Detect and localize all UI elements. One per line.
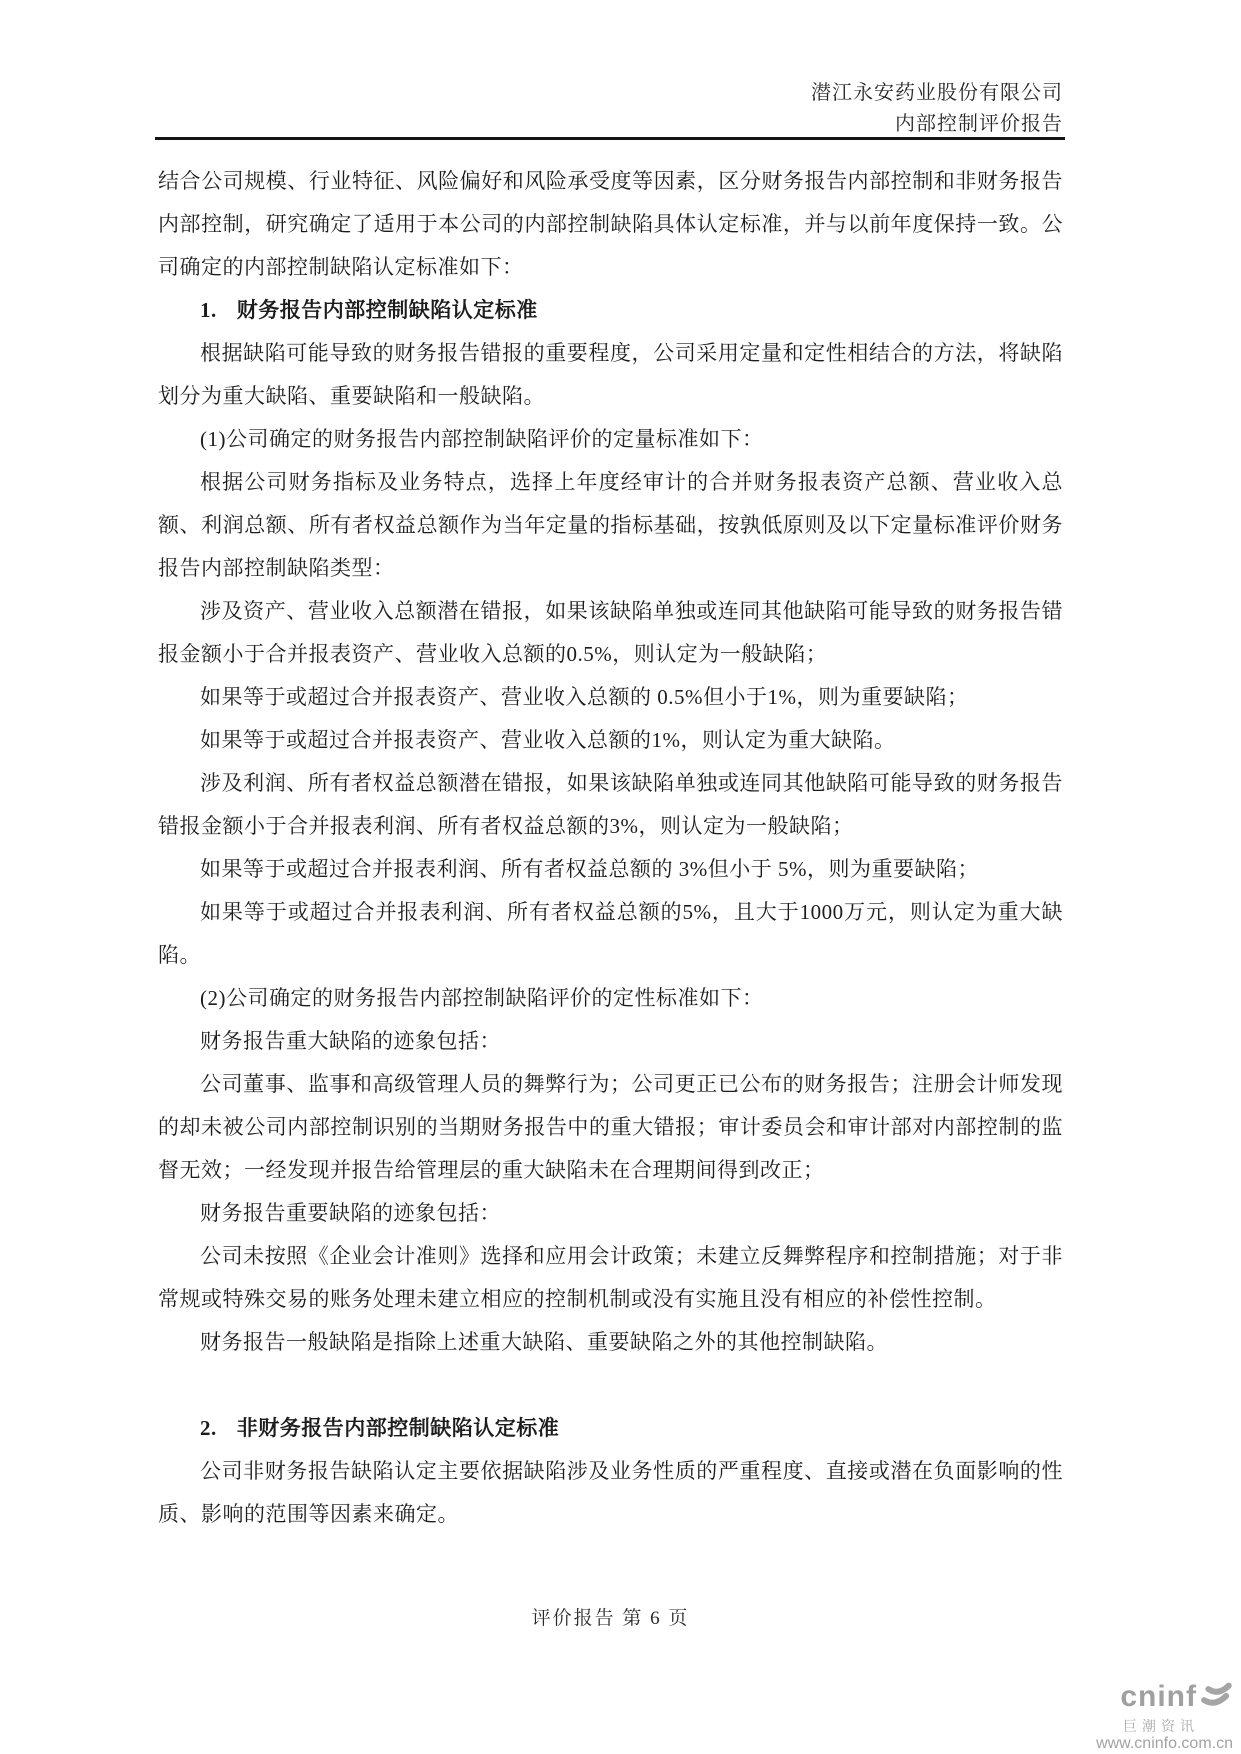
paragraph: 根据缺陷可能导致的财务报告错报的重要程度，公司采用定量和定性相结合的方法，将缺陷划分为重大缺陷、重要缺陷和一般缺陷。: [158, 341, 1063, 408]
paragraph: 涉及利润、所有者权益总额潜在错报，如果该缺陷单独或连同其他缺陷可能导致的财务报告错报金额小于合并报表利润、所有者权益总额的3%，则认定为一般缺陷；: [158, 771, 1063, 838]
cninfo-name-cn: 巨潮资讯: [1123, 1718, 1199, 1734]
cninfo-url: www.cninfo.com.cn: [1096, 1735, 1233, 1752]
paragraph: 根据公司财务指标及业务特点，选择上年度经审计的合并财务报表资产总额、营业收入总额、利润总额、所有者权益总额作为当年定量的指标基础，按孰低原则及以下定量标准评价财务报告内部控制缺陷类型：: [158, 470, 1063, 580]
cninfo-logo: [1096, 1678, 1233, 1752]
section-heading: [158, 289, 1063, 332]
paragraph: 如果等于或超过合并报表利润、所有者权益总额的5%，且大于1000万元，则认定为重大缺陷。: [158, 900, 1063, 967]
cninfo-swoosh-icon: [1199, 1678, 1233, 1716]
paragraph: (2)公司确定的财务报告内部控制缺陷评价的定性标准如下：: [200, 986, 764, 1010]
paragraph: 财务报告重大缺陷的迹象包括：: [200, 1029, 501, 1053]
heading-number: 1.: [200, 298, 217, 322]
header-report-title: 内部控制评价报告: [895, 113, 1063, 135]
header-company-name: 潜江永安药业股份有限公司: [811, 82, 1063, 104]
paragraph: 如果等于或超过合并报表利润、所有者权益总额的 3%但小于 5%，则为重要缺陷；: [200, 857, 979, 881]
cninfo-brand-text: cninf: [1120, 1680, 1197, 1713]
header-divider: [155, 137, 1065, 140]
document-body: [158, 160, 1063, 1536]
section-heading: [158, 1407, 1063, 1450]
page-footer: [158, 1603, 1063, 1635]
heading-number: 2.: [200, 1416, 217, 1440]
heading-title: 非财务报告内部控制缺陷认定标准: [236, 1416, 560, 1440]
heading-title: 财务报告内部控制缺陷认定标准: [236, 298, 538, 322]
paragraph: 公司未按照《企业会计准则》选择和应用会计政策；未建立反舞弊程序和控制措施；对于非常规或特殊交易的账务处理未建立相应的控制机制或没有实施且没有相应的补偿性控制。: [158, 1244, 1063, 1311]
paragraph: 涉及资产、营业收入总额潜在错报，如果该缺陷单独或连同其他缺陷可能导致的财务报告错报金额小于合并报表资产、营业收入总额的0.5%，则认定为一般缺陷；: [158, 599, 1063, 666]
paragraph: 财务报告一般缺陷是指除上述重大缺陷、重要缺陷之外的其他控制缺陷。: [200, 1330, 888, 1354]
page-header: [158, 78, 1063, 140]
paragraph: 如果等于或超过合并报表资产、营业收入总额的 0.5%但小于1%，则为重要缺陷；: [200, 685, 969, 709]
paragraph: (1)公司确定的财务报告内部控制缺陷评价的定量标准如下：: [200, 427, 764, 451]
paragraph: 公司非财务报告缺陷认定主要依据缺陷涉及业务性质的严重程度、直接或潜在负面影响的性质、影响的范围等因素来确定。: [158, 1459, 1063, 1526]
paragraph: 公司董事、监事和高级管理人员的舞弊行为；公司更正已公布的财务报告；注册会计师发现的却未被公司内部控制识别的当期财务报告中的重大错报；审计委员会和审计部对内部控制的监督无效；一经发现并报告给管理层的重大缺陷未在合理期间得到改正；: [158, 1072, 1063, 1182]
paragraph: 如果等于或超过合并报表资产、营业收入总额的1%，则认定为重大缺陷。: [200, 728, 896, 752]
paragraph: 结合公司规模、行业特征、风险偏好和风险承受度等因素，区分财务报告内部控制和非财务报告内部控制，研究确定了适用于本公司的内部控制缺陷具体认定标准，并与以前年度保持一致。公司确定的内部控制缺陷认定标准如下：: [158, 169, 1063, 279]
paragraph: 财务报告重要缺陷的迹象包括：: [200, 1201, 501, 1225]
footer-page-number: 评价报告 第 6 页: [531, 1608, 690, 1629]
